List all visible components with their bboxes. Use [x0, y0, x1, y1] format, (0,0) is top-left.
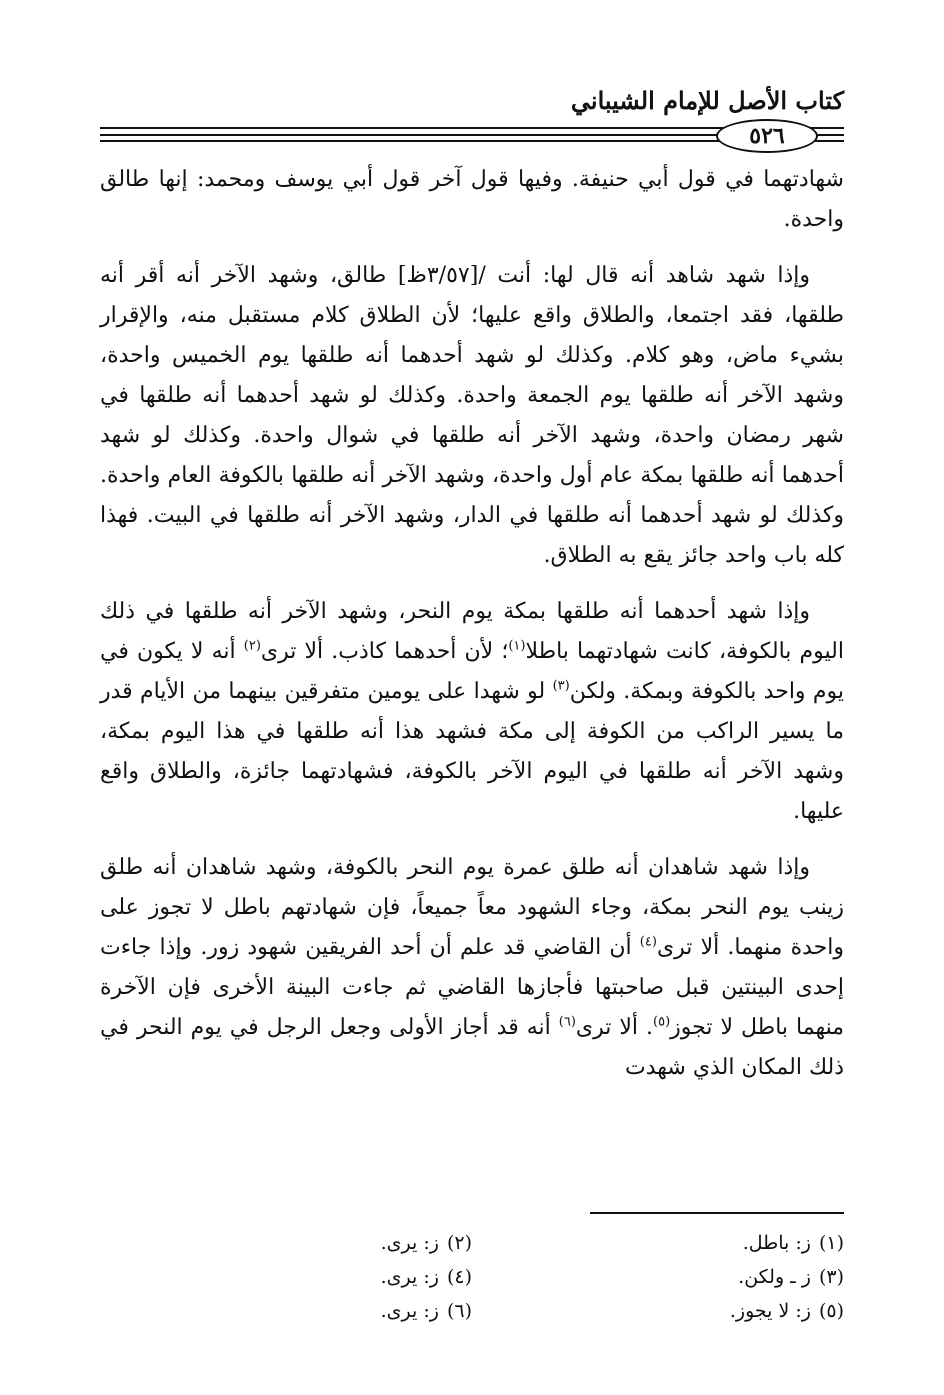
paragraph-text: لو شهدا على يومين متفرقين بينهما من الأيام قدر ما يسير الراكب من الكوفة إلى مكة فشهد هذا أنه طلقها في هذا اليوم بمكة، وشهد الآخر أنه طلقها في اليوم الآخر بالكوفة، فشهادتهما جائزة، والطلاق واقع عليها. [100, 679, 844, 824]
footnote-marker: (١) [508, 638, 526, 654]
paragraph [100, 592, 844, 832]
footnote-text: ز: لا يجوز. [729, 1300, 811, 1322]
footnote-number: (٤) [446, 1266, 472, 1288]
paragraph-text: أنه قد أجاز الأولى وجعل الرجل في يوم النحر في ذلك المكان الذي شهدت [100, 1015, 844, 1080]
footnote-text: ز: يرى. [380, 1232, 439, 1254]
paragraph [100, 848, 844, 1088]
main-text [100, 160, 844, 1104]
footnote [472, 1226, 844, 1260]
header-rule [818, 134, 844, 136]
footnote [472, 1294, 844, 1328]
paragraph-text: . ألا ترى [575, 1015, 654, 1040]
running-header-title: كتاب الأصل للإمام الشيباني [570, 86, 844, 115]
paragraph-text: وإذا شهد شاهد أنه قال لها: أنت /[٣/٥٧ظ] طالق، وشهد الآخر أنه أقر أنه طلقها، فقد اجتمعا، والطلاق واقع عليها؛ لأن الطلاق كلام مستقبل منه، والإقرار بشيء ماض، وهو كلام. وكذلك لو شهد أحدهما أنه طلقها يوم الخميس واحدة، وشهد الآخر أنه طلقها يوم الجمعة واحدة. وكذلك لو شهد أحدهما أنه طلقها في شهر رمضان واحدة، وشهد الآخر أنه طلقها في شوال واحدة. وكذلك لو شهد أحدهما أنه طلقها بمكة عام أول واحدة، وشهد الآخر أنه طلقها بالكوفة العام واحدة. وكذلك لو شهد أحدهما أنه طلقها في الدار، وشهد الآخر أنه طلقها في البيت. فهذا كله باب واحد جائز يقع به الطلاق. [100, 263, 844, 568]
footnote-text: ز ـ ولكن. [738, 1266, 811, 1288]
header-rule [100, 134, 820, 136]
footnote-marker: (٦) [558, 1014, 576, 1030]
paragraph-text: ؛ لأن أحدهما كاذب. ألا ترى [260, 639, 509, 664]
footnote-separator [590, 1212, 844, 1214]
footnote-text: ز: يرى. [380, 1266, 439, 1288]
footnote [100, 1226, 472, 1260]
footnote [472, 1260, 844, 1294]
footnote-marker: (٤) [639, 934, 657, 950]
footnote [100, 1260, 472, 1294]
footnote-row [100, 1226, 844, 1260]
footnote-row [100, 1294, 844, 1328]
footnote-marker: (٥) [653, 1014, 671, 1030]
header-rule [100, 140, 820, 142]
footnote-text: ز: يرى. [380, 1300, 439, 1322]
footnotes [100, 1226, 844, 1328]
footnote-text: ز: باطل. [742, 1232, 811, 1254]
footnote-marker: (٢) [243, 638, 261, 654]
footnote-number: (٢) [446, 1232, 472, 1254]
footnote-number: (٦) [446, 1300, 472, 1322]
paragraph-text: أن القاضي قد علم أن أحد الفريقين شهود زور. وإذا جاءت إحدى البينتين قبل صاحبتها فأجازها القاضي ثم جاءت البينة الأخرى فإن الآخرة منهما باطل لا تجوز [100, 935, 845, 1040]
paragraph-text: أنه لا يكون في يوم واحد بالكوفة وبمكة. ولكن [100, 639, 844, 704]
footnote-number: (٥) [818, 1300, 844, 1322]
paragraph-text: وإذا شهد شاهدان أنه طلق عمرة يوم النحر بالكوفة، وشهد شاهدان أنه طلق زينب يوم النحر بمكة، وجاء الشهود معاً جميعاً، فإن شهادتهم باطل لا تجوز على واحدة منهما. ألا ترى [100, 855, 844, 960]
footnote [100, 1294, 472, 1328]
paragraph-text: وإذا شهد أحدهما أنه طلقها بمكة يوم النحر، وشهد الآخر أنه طلقها في ذلك اليوم بالكوفة، كانت شهادتهما باطلا [100, 599, 845, 664]
footnote-number: (١) [818, 1232, 844, 1254]
paragraph-text: شهادتهما في قول أبي حنيفة. وفيها قول آخر قول أبي يوسف ومحمد: إنها طالق واحدة. [100, 167, 844, 232]
footnote-row [100, 1260, 844, 1294]
footnote-number: (٣) [818, 1266, 844, 1288]
page-number-badge: ٥٢٦ [716, 119, 818, 153]
footnote-marker: (٣) [552, 678, 570, 694]
paragraph [100, 256, 844, 576]
header-rule [818, 140, 844, 142]
paragraph [100, 160, 844, 240]
